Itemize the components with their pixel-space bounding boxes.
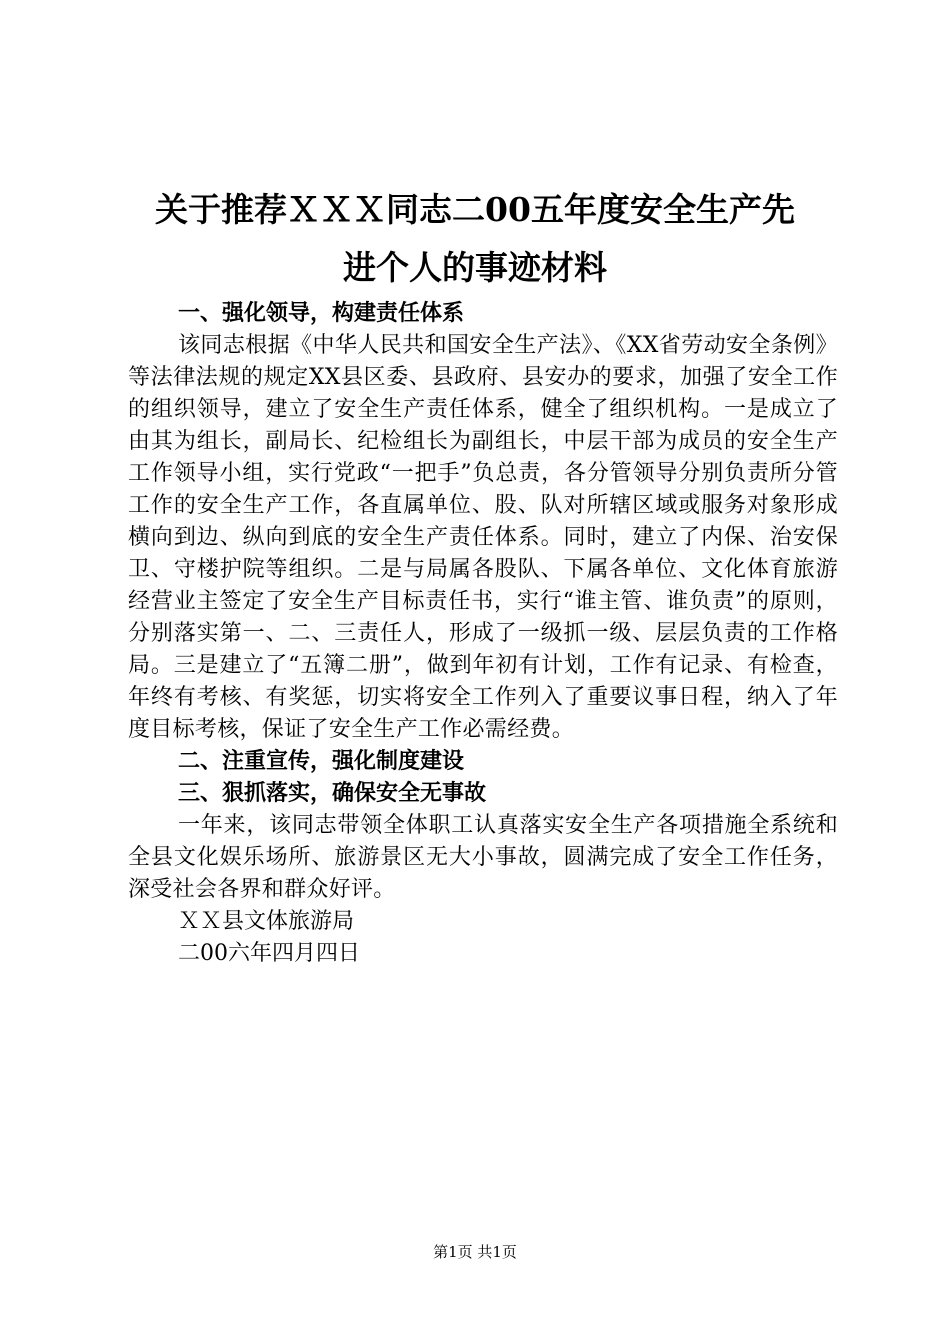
section1-paragraph: 该同志根据《中华人民共和国安全生产法》、《XX省劳动安全条例》等法律法规的规定XX县区委、县政府、县安办的要求，加强了安全工作的组织领导，建立了安全生产责任体系，健全了组织机构。一是成立了由其为组长，副局长、纪检组长为副组长，中层干部为成员的安全生产工作领导小组，实行党政“一把手”负总责，各分管领导分别负责所分管工作的安全生产工作，各直属单位、股、队对所辖区域或服务对象形成横向到边、纵向到底的安全生产责任体系。同时，建立了内保、治安保卫、守楼护院等组织。二是与局属各股队、下属各单位、文化体育旅游经营业主签定了安全生产目标责任书，实行“谁主管、谁负责”的原则，分别落实第一、二、三责任人，形成了一级抓一级、层层负责的工作格局。三是建立了“五簿二册”，做到年初有计划，工作有记录、有检查，年终有考核、有奖惩，切实将安全工作列入了重要议事日程，纳入了年度目标考核，保证了安全生产工作必需经费。: [128, 333, 838, 742]
section2-heading: 二、注重宣传，强化制度建设: [178, 749, 465, 774]
document-title-line1: 关于推荐ＸＸＸ同志二00五年度安全生产先: [155, 190, 795, 229]
document-title-line2: 进个人的事迹材料: [343, 248, 607, 287]
signature-date: 二00六年四月四日: [178, 941, 360, 966]
signature-organization: ＸＸ县文体旅游局: [178, 909, 355, 934]
section3-paragraph: 一年来，该同志带领全体职工认真落实安全生产各项措施全系统和全县文化娱乐场所、旅游景区无大小事故，圆满完成了安全工作任务，深受社会各界和群众好评。: [128, 813, 838, 902]
section1-heading: 一、强化领导，构建责任体系: [178, 301, 465, 326]
document-body: [128, 298, 838, 970]
section3-heading: 三、狠抓落实，确保安全无事故: [178, 781, 487, 806]
page-footer: 第1页 共1页: [433, 1243, 517, 1261]
